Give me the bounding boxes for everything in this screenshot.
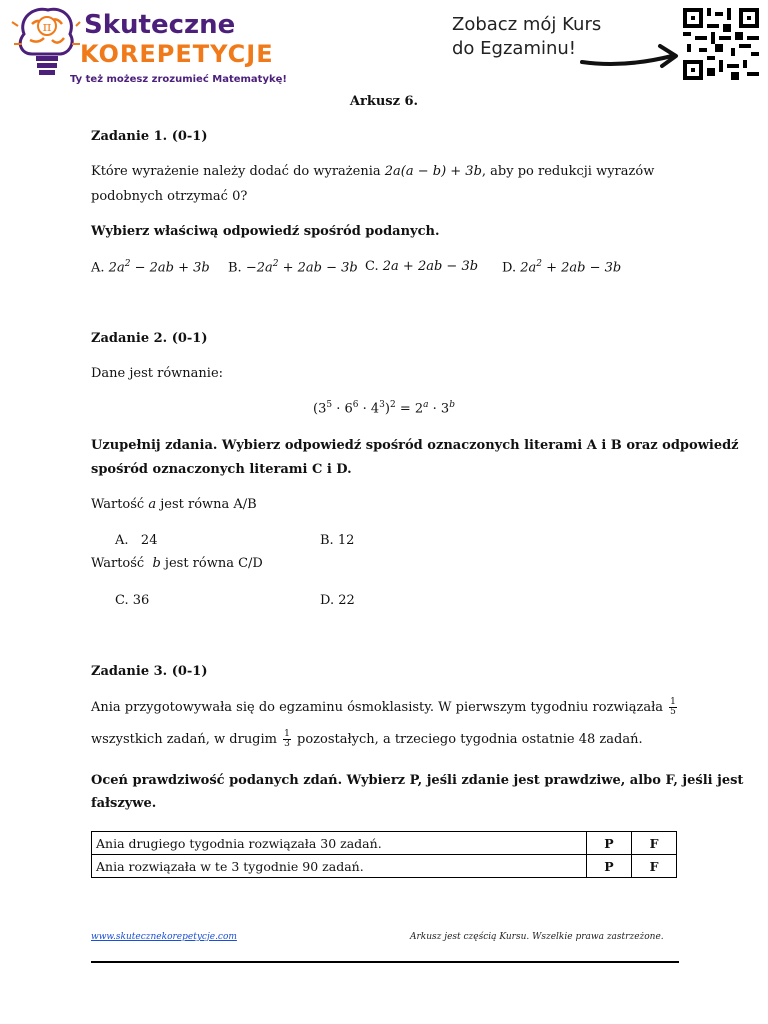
promo-line-2: do Egzaminu! xyxy=(452,38,577,59)
eq-part: · 4 xyxy=(358,401,380,417)
statement-cell: Ania drugiego tygodnia rozwiązała 30 zadań. xyxy=(92,832,587,855)
fraction-one-third xyxy=(283,730,291,749)
true-false-table xyxy=(91,831,677,878)
task2-option-c[interactable]: C. 36 xyxy=(115,593,150,608)
option-expr: 2a + 2ab − 3b xyxy=(382,259,479,274)
promo-line-1: Zobacz mój Kurs xyxy=(452,14,602,35)
table-row xyxy=(92,832,677,855)
option-label: A. xyxy=(91,260,105,276)
task3-line1 xyxy=(91,698,679,717)
task3-instruction-line1: Oceń prawdziwość podanych zdań. Wybierz P, jeśli zdanie jest prawdziwe, albo F, jeśli jest xyxy=(91,773,744,788)
task1-question-expr: 2a(a − b) + 3b xyxy=(384,164,482,179)
fraction-numerator: 1 xyxy=(670,697,676,707)
option-expr-rest: − 2ab + 3b xyxy=(130,260,210,276)
footer-copyright-note: Arkusz jest częścią Kursu. Wszelkie prawa zastrzeżone. xyxy=(410,932,664,942)
arrow-icon xyxy=(580,42,680,76)
footer-website-link[interactable]: www.skutecznekorepetycje.com xyxy=(91,932,237,942)
statement-cell: Ania rozwiązała w te 3 tygodnie 90 zadań. xyxy=(92,855,587,878)
task1-heading: Zadanie 1. (0-1) xyxy=(91,129,208,144)
task3-text: pozostałych, a trzeciego tygodnia ostatnie 48 zadań. xyxy=(292,732,643,747)
eq-part: · 3 xyxy=(428,401,450,417)
eq-exponent: b xyxy=(449,400,455,410)
task2-heading: Zadanie 2. (0-1) xyxy=(91,331,208,346)
task2-option-d[interactable]: D. 22 xyxy=(320,593,355,608)
svg-text:π: π xyxy=(42,20,52,35)
eq-exponent: 6 xyxy=(352,400,359,410)
task2-sentence-a xyxy=(91,497,257,512)
qr-code-icon[interactable] xyxy=(683,8,759,84)
eq-exponent: a xyxy=(423,400,429,410)
task2-intro: Dane jest równanie: xyxy=(91,366,224,381)
option-expr: 2a xyxy=(520,260,537,276)
task3-line2 xyxy=(91,730,643,749)
task3-instruction-line2: fałszywe. xyxy=(91,796,157,811)
option-expr: −2a xyxy=(245,260,273,276)
fraction-denominator: 3 xyxy=(284,739,290,749)
option-exponent: 2 xyxy=(536,259,542,269)
sheet-title: Arkusz 6. xyxy=(349,94,419,109)
task1-option-d[interactable] xyxy=(502,259,621,275)
task1-option-b[interactable] xyxy=(228,259,358,275)
eq-part: ) xyxy=(384,401,390,417)
task1-instruction: Wybierz właściwą odpowiedź spośród podanych. xyxy=(91,224,440,239)
fraction-denominator: 5 xyxy=(670,707,676,717)
fraction-numerator: 1 xyxy=(284,729,290,739)
option-label: D. xyxy=(502,260,517,276)
fraction-one-fifth xyxy=(669,698,677,717)
task1-question-pre: Które wyrażenie należy dodać do wyrażenia xyxy=(91,164,385,179)
sentence-text: jest równa C/D xyxy=(160,556,263,571)
sentence-variable: b xyxy=(152,556,161,571)
task1-option-a[interactable] xyxy=(91,259,210,275)
task3-heading: Zadanie 3. (0-1) xyxy=(91,664,208,679)
task2-equation xyxy=(0,400,768,416)
logo-word-skuteczne: Skuteczne xyxy=(84,10,236,40)
task2-option-b[interactable]: B. 12 xyxy=(320,533,355,548)
eq-exponent: 2 xyxy=(389,400,396,410)
sentence-text: Wartość xyxy=(91,497,149,512)
task1-question-line2: podobnych otrzymać 0? xyxy=(91,189,248,204)
sentence-variable: a xyxy=(148,497,157,512)
option-exponent: 2 xyxy=(124,259,131,269)
logo-word-korepetycje: KOREPETYCJE xyxy=(80,40,274,68)
footer-divider xyxy=(91,961,679,963)
table-row xyxy=(92,855,677,878)
option-label: C. xyxy=(365,259,379,274)
task2-sentence-b xyxy=(91,556,263,571)
task2-instruction-line1: Uzupełnij zdania. Wybierz odpowiedź spośród oznaczonych literami A i B oraz odpowiedź xyxy=(91,438,739,453)
option-label: B. xyxy=(228,260,242,276)
true-option[interactable]: P xyxy=(587,832,632,855)
option-expr-rest: + 2ab − 3b xyxy=(278,260,358,276)
option-expr-rest: + 2ab − 3b xyxy=(542,260,622,276)
option-exponent: 2 xyxy=(272,259,279,269)
task2-option-a[interactable]: A. 24 xyxy=(115,533,158,548)
task1-option-c[interactable] xyxy=(365,259,478,274)
task3-text: Ania przygotowywała się do egzaminu ósmoklasisty. W pierwszym tygodniu rozwiązała xyxy=(91,700,668,715)
true-option[interactable]: P xyxy=(587,855,632,878)
false-option[interactable]: F xyxy=(632,855,677,878)
task1-question xyxy=(91,164,654,179)
brain-logo-icon xyxy=(10,4,82,82)
task1-question-post: , aby po redukcji wyrazów xyxy=(481,164,655,179)
option-expr: 2a xyxy=(108,260,125,276)
logo-tagline: Ty też możesz zrozumieć Matematykę! xyxy=(70,74,287,85)
task3-text: wszystkich zadań, w drugim xyxy=(91,732,282,747)
false-option[interactable]: F xyxy=(632,832,677,855)
sentence-text: jest równa A/B xyxy=(156,497,257,512)
eq-exponent: 5 xyxy=(326,400,333,410)
sentence-text: Wartość xyxy=(91,556,153,571)
eq-exponent: 3 xyxy=(379,400,385,410)
eq-part: = 2 xyxy=(395,401,424,417)
eq-part: · 6 xyxy=(332,401,353,417)
eq-part: (3 xyxy=(313,401,327,417)
task2-instruction-line2: spośród oznaczonych literami C i D. xyxy=(91,462,352,477)
